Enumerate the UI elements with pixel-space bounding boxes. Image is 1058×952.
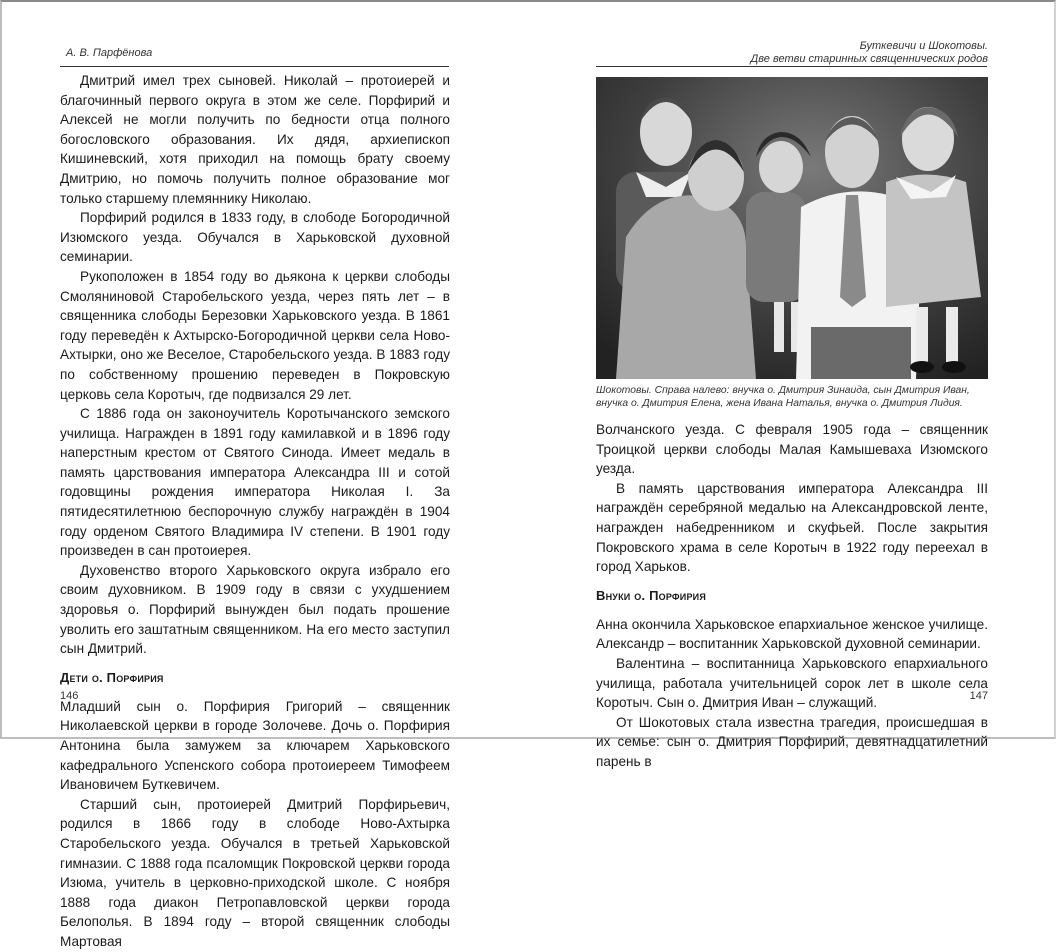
paragraph: Дмитрий имел трех сыновей. Николай – протоиерей и благочинный первого округа в этом же селе. Порфирий и Алексей не могли получить по бедности отца полного богословского образования. Их дядя, архиепископ Кишиневский, хотя приходил на помощь брату своему Дмитрию, но помочь получить полное образование мог только старшему племяннику Николаю. [60, 73, 450, 206]
section-heading: Внуки о. Порфирия [596, 587, 707, 603]
running-head-author: А. В. Парфёнова [66, 47, 153, 59]
paragraph: С 1886 года он законоучитель Коротычанского земского училища. Награжден в 1891 году камилавкой и в 1896 году наперстным крестом от Святого Синода. Имеет медаль в память царствования императора Александра III и сотой годовщины рождения императора Николая I. За пятидесятилетнюю беспорочную службу награждён в 1904 году орденом Святого Владимира IV степени. В 1901 году произведен в сан протоиерея. [60, 406, 450, 559]
paragraph: Младший сын о. Порфирия Григорий – священник Николаевской церкви в городе Золочеве. Дочь о. Порфирия Антонина была замужем за ключарем Харьковского кафедрального Успенского собора протоиереем Тимофеем Ивановичем Буткевичем. [60, 698, 450, 793]
running-head-line: Две ветви старинных священнических родов [750, 53, 988, 65]
paragraph: Валентина – воспитанница Харьковского епархиального училища, работала учительницей сорок лет в школе села Коротыч. Сын о. Дмитрия Иван – служащий. [596, 655, 988, 711]
family-photo [596, 77, 988, 379]
header-rule [60, 66, 449, 67]
left-body-text [60, 71, 450, 952]
paragraph: В память царствования императора Александра III награждён серебряной медалью на Александровской ленте, награжден набедренником и скуфьей. После закрытия Покровского храма в селе Коротыч в 1922 году переехал в город Харьков. [596, 480, 988, 575]
paragraph: Старший сын, протоиерей Дмитрий Порфирьевич, родился в 1866 году в слободе Ново-Ахтырка Старобельского уезда. Обучался в третьей Харьковской гимназии. С 1888 года псаломщик Покровской церкви города Изюма, учитель в церковно-приходской школе. С ноября 1888 года диакон Петропавловской церкви города Белополья. В 1894 году – второй священник слободы Мартовая [60, 796, 450, 949]
paragraph: Порфирий родился в 1833 году, в слободе Богородичной Изюмского уезда. Обучался в Харьковской духовной семинарии. [60, 210, 450, 265]
running-head-title [751, 40, 988, 66]
paragraph: Рукоположен в 1854 году во дьякона к церкви слободы Смоляниновой Старобельского уезда, через пять лет – в священника слободы Березовки Харьковского уезда. В 1861 году переведён к Ахтырско-Богородичной церкви села Ново-Ахтырки, оно же Веселое, Старобельского уезда. В 1883 году по собственному прошению переведен в Покровскую церковь села Коротыч, где подвизался 29 лет. [60, 268, 450, 402]
page-number: 146 [60, 690, 79, 702]
paragraph: Анна окончила Харьковское епархиальное женское училище. Александр – воспитанник Харьковской духовной семинарии. [596, 616, 988, 652]
header-rule [596, 66, 987, 67]
page-number: 147 [969, 690, 988, 702]
right-page [596, 0, 992, 769]
photo-illustration [596, 77, 988, 379]
left-page [58, 0, 458, 949]
section-heading: Дети о. Порфирия [60, 669, 164, 685]
paragraph: От Шокотовых стала известна трагедия, происшедшая в их семье: сын о. Дмитрия Порфирий, девятнадцатилетний парень в [596, 714, 988, 769]
running-head-line: Буткевичи и Шокотовы. [859, 40, 988, 52]
photo-caption: Шокотовы. Справа налево: внучка о. Дмитрия Зинаида, сын Дмитрия Иван, внучка о. Дмитрия Елена, жена Ивана Наталья, внучка о. Дмитрия Лидия. [596, 385, 970, 409]
paragraph: Волчанского уезда. С февраля 1905 года – священник Троицкой церкви слободы Малая Камышеваха Изюмского уезда. [596, 422, 988, 477]
right-body-text [596, 420, 988, 772]
paragraph: Духовенство второго Харьковского округа избрало его своим духовником. В 1909 году в связи с ухудшением здоровья о. Порфирий вынужден был подать прошение уволить его заштатным священником. На его место заступил сын Дмитрий. [60, 562, 450, 657]
